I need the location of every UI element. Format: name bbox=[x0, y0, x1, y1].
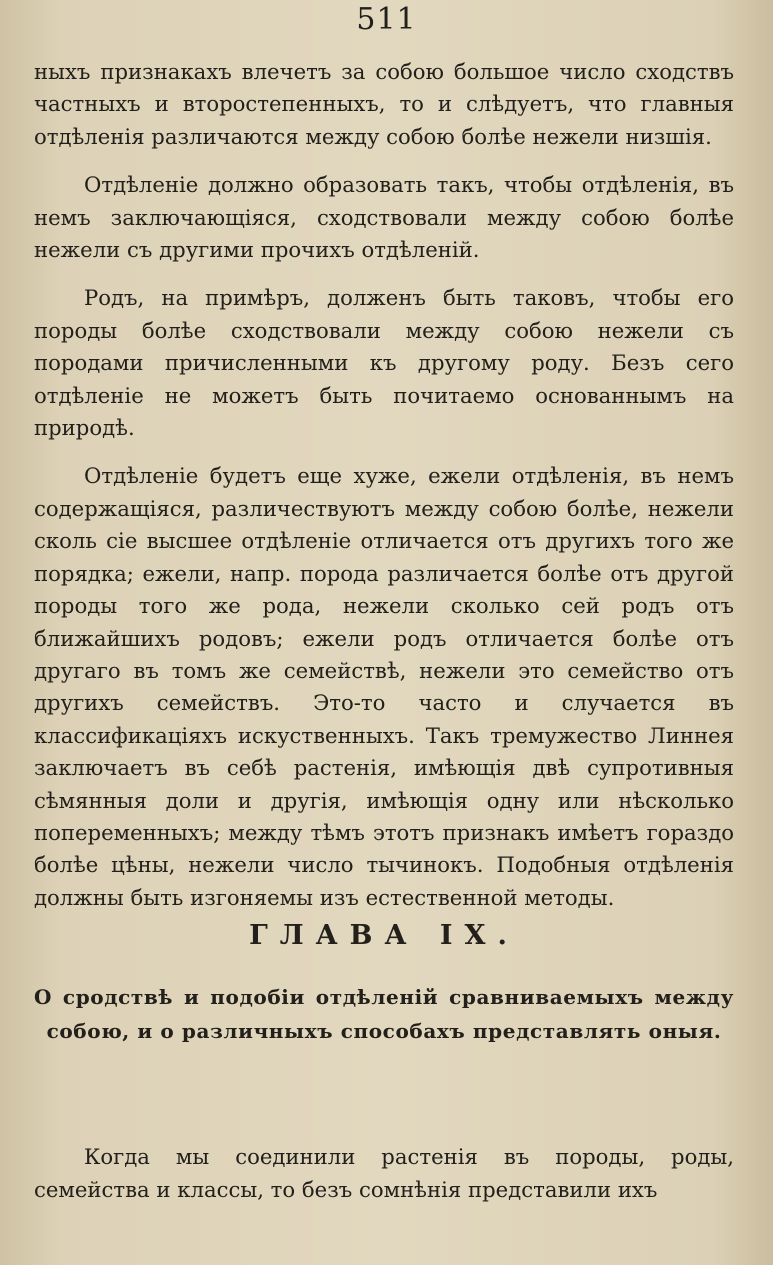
page-number: 511 bbox=[356, 2, 417, 37]
chapter-heading bbox=[34, 918, 734, 1048]
body-text bbox=[34, 56, 734, 914]
paragraph: Отдѣленіе будетъ еще хуже, ежели отдѣленія, въ немъ содержащіяся, различествуютъ между собою болѣе, нежели сколь сіе высшее отдѣленіе отличается отъ другихъ того же порядка; ежели, напр. порода различается болѣе отъ другой породы того же рода, нежели сколько сей родъ отъ ближайшихъ родовъ; ежели родъ отличается болѣе отъ другаго въ томъ же семействѣ, нежели это семейство отъ другихъ семействъ. Это-то часто и случается въ классификаціяхъ искуственныхъ. Такъ тремужество Линнея заключаетъ въ себѣ растенія, имѣющія двѣ супротивныя сѣмянныя доли и другія, имѣющія одну или нѣсколько попеременныхъ; между тѣмъ этотъ признакъ имѣетъ гораздо болѣе цѣны, нежели число тычинокъ. Подобныя отдѣленія должны быть изгоняемы изъ естественной методы. bbox=[34, 463, 734, 910]
chapter-title: ГЛАВА IX. bbox=[249, 920, 519, 951]
section-title: О сродствѣ и подобіи отдѣленій сравниваемыхъ между собою, и о различныхъ способахъ представлять оныя. bbox=[34, 985, 734, 1043]
paragraph-continuation: ныхъ признакахъ влечетъ за собою большое число сходствъ частныхъ и второстепенныхъ, то и слѣдуетъ, что главныя отдѣленія различаются между собою болѣе нежели низшія. bbox=[34, 59, 734, 149]
paragraph: Отдѣленіе должно образовать такъ, чтобы отдѣленія, въ немъ заключающіяся, сходствовали между собою болѣе нежели съ другими прочихъ отдѣленій. bbox=[34, 172, 734, 263]
closing-text bbox=[34, 1140, 734, 1206]
paragraph: Когда мы соединили растенія въ породы, роды, семейства и классы, то безъ сомнѣнія представили ихъ bbox=[34, 1144, 734, 1202]
paragraph: Родъ, на примѣръ, долженъ быть таковъ, чтобы его породы болѣе сходствовали между собою нежели съ породами причисленными къ другому роду. Безъ сего отдѣленіе не можетъ быть почитаемо основаннымъ на природѣ. bbox=[34, 285, 734, 441]
